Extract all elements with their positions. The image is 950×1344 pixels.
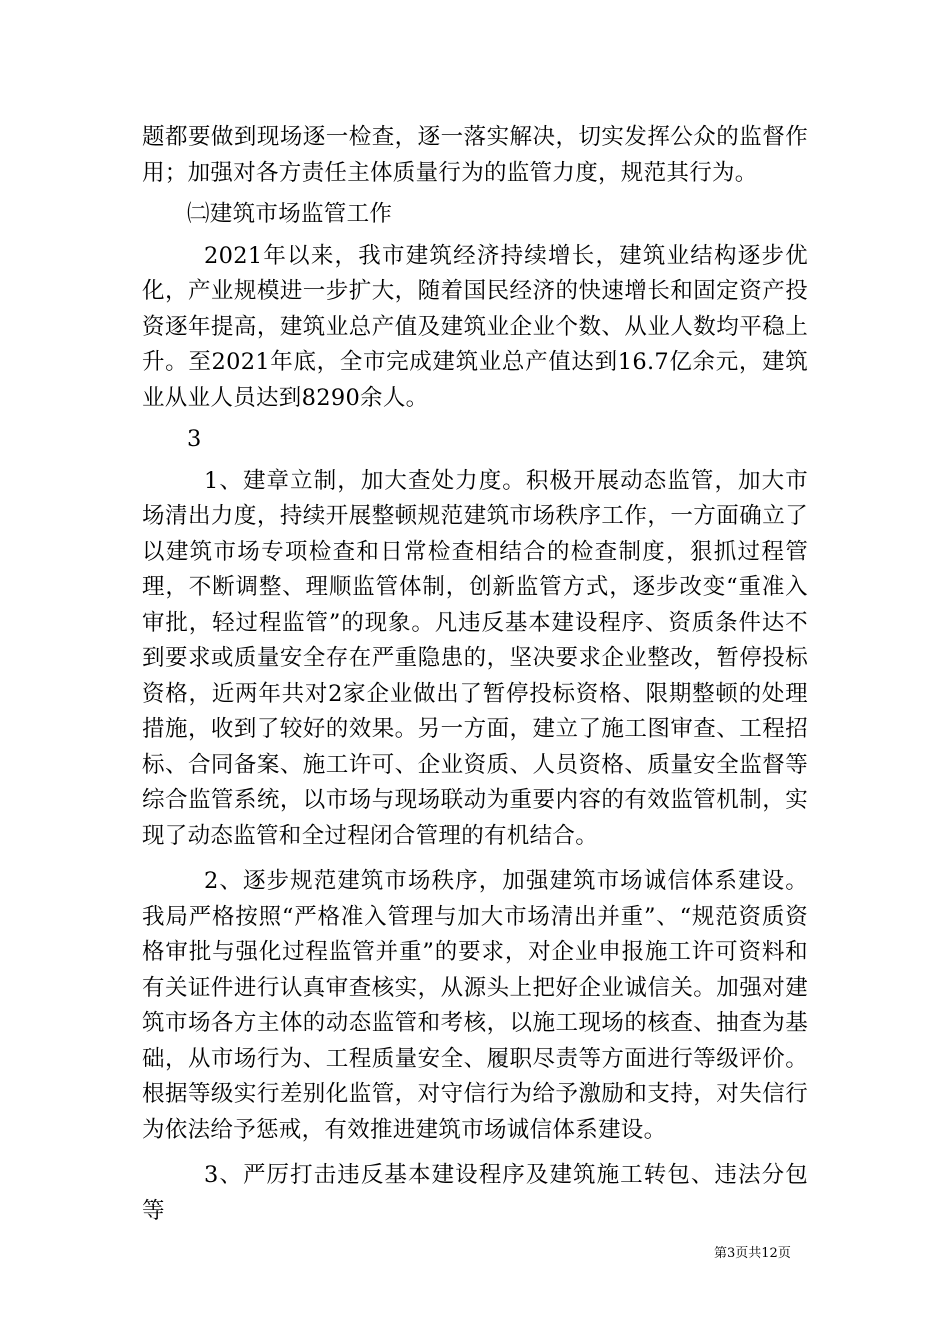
- section-heading: ㈡建筑市场监管工作: [187, 201, 393, 227]
- paragraph-overview: 2021年以来，我市建筑经济持续增长，建筑业结构逐步优化，产业规模进一步扩大，随着国民经济的快速增长和固定资产投资逐年提高，建筑业总产值及建筑业企业个数、从业人数均平稳上升。至2021年底，全市完成建筑业总产值达到16.7亿余元，建筑业从业人员达到8290余人。: [142, 242, 808, 411]
- paragraph-continuation: 题都要做到现场逐一检查，逐一落实解决，切实发挥公众的监督作用；加强对各方责任主体质量行为的监管力度，规范其行为。: [142, 124, 808, 186]
- paragraph-item-1: 1、建章立制，加大查处力度。积极开展动态监管，加大市场清出力度，持续开展整顿规范建筑市场秩序工作，一方面确立了以建筑市场专项检查和日常检查相结合的检查制度，狠抓过程管理，不断调整、理顺监管体制，创新监管方式，逐步改变“重准入审批，轻过程监管”的现象。凡违反基本建设程序、资质条件达不到要求或质量安全存在严重隐患的，坚决要求企业整改，暂停投标资格，近两年共对2家企业做出了暂停投标资格、限期整顿的处理措施，收到了较好的效果。另一方面，建立了施工图审查、工程招标、合同备案、施工许可、企业资质、人员资格、质量安全监督等综合监管系统，以市场与现场联动为重要内容的有效监管机制，实现了动态监管和全过程闭合管理的有机结合。: [142, 467, 808, 849]
- paragraph-item-3: 3、严厉打击违反基本建设程序及建筑施工转包、违法分包等: [142, 1162, 808, 1224]
- document-body: [142, 120, 808, 1229]
- page-footer: 第3页共12页: [714, 1246, 791, 1261]
- paragraph-item-2: 2、逐步规范建筑市场秩序，加强建筑市场诚信体系建设。我局严格按照“严格准入管理与加大市场清出并重”、“规范资质资格审批与强化过程监管并重”的要求，对企业申报施工许可资料和有关证件进行认真审查核实，从源头上把好企业诚信关。加强对建筑市场各方主体的动态监管和考核，以施工现场的核查、抽查为基础，从市场行为、工程质量安全、履职尽责等方面进行等级评价。根据等级实行差别化监管，对守信行为给予激励和支持，对失信行为依法给予惩戒，有效推进建筑市场诚信体系建设。: [142, 868, 808, 1143]
- inline-page-number: 3: [187, 426, 202, 452]
